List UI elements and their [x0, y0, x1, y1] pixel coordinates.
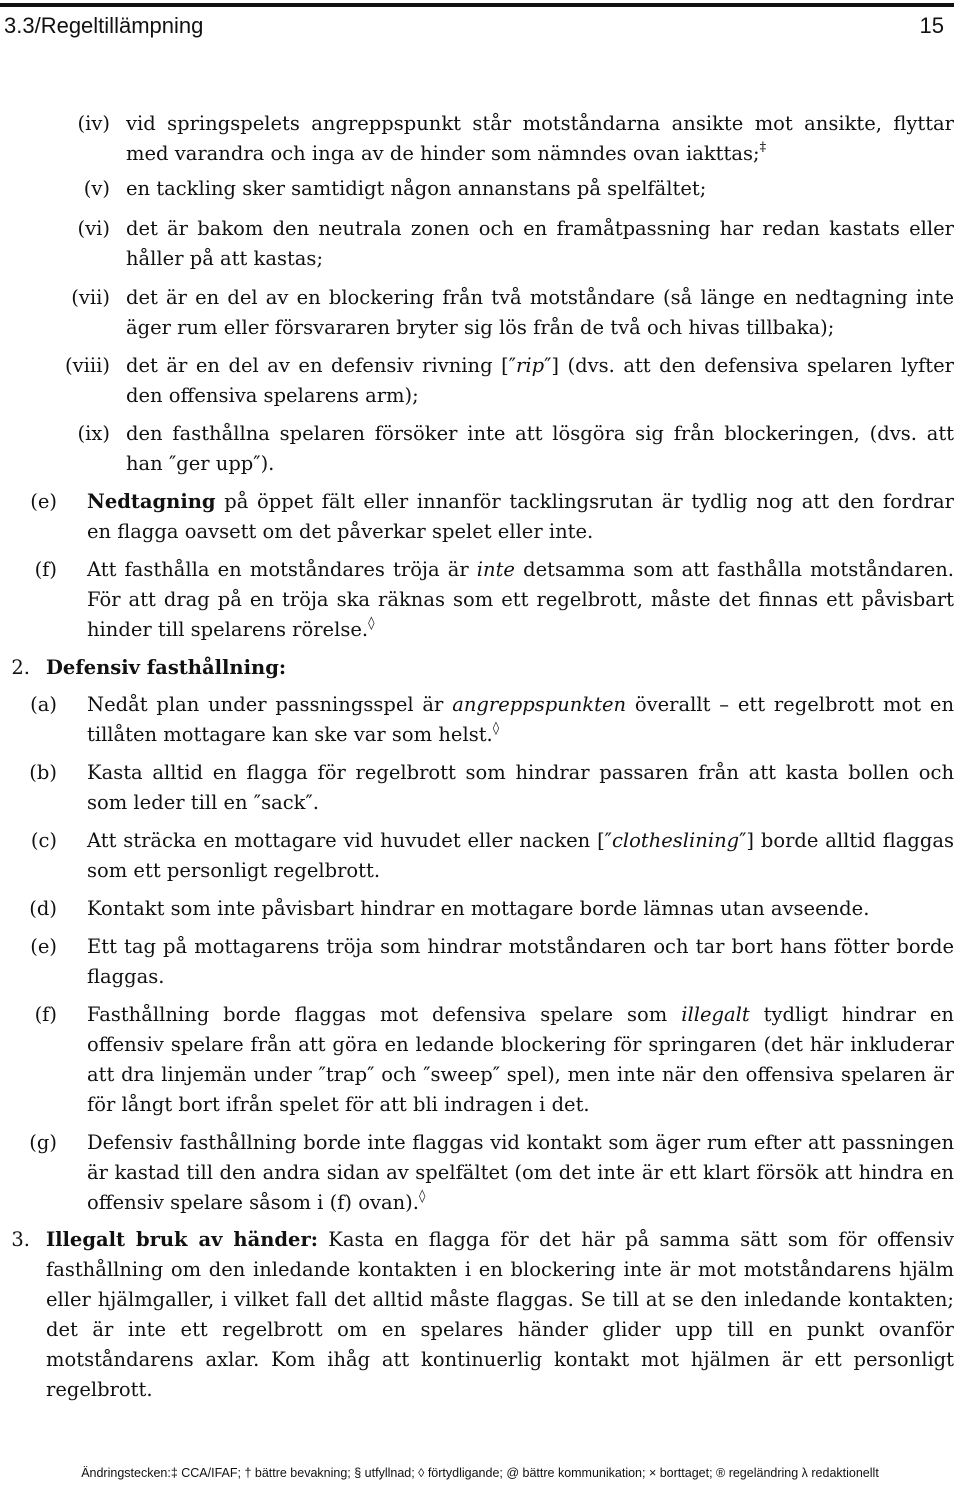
item-label: (c) [30, 829, 57, 852]
list-item [77, 214, 954, 274]
item-text-italic: clotheslining [611, 829, 740, 852]
list-item [83, 174, 954, 204]
section-paragraph [11, 1225, 954, 1405]
item-text: detsamma som att fasthålla motståndaren. För att drag på en tröja ska räknas som ett regelbrott, måste det finnas ett påvisbart hinder till spelarens rörelse. [87, 558, 954, 641]
item-label: (d) [29, 897, 57, 920]
item-text-italic: illegalt [681, 1003, 750, 1026]
item-text: Nedåt plan under passningsspel är [87, 693, 453, 716]
list-item [34, 555, 954, 645]
list-item [30, 826, 954, 886]
item-text: överallt – ett regelbrott mot en tillåten mottagare kan ske var som helst. [87, 693, 954, 746]
item-text: på öppet fält eller innanför tacklingsrutan är tydlig nog att den fordrar en flagga oavsett om det påverkar spelet eller inte. [87, 490, 954, 543]
list-item [65, 351, 954, 411]
item-text: den fasthållna spelaren försöker inte att lösgöra sig från blockeringen, (dvs. att han ″ger upp″). [126, 422, 954, 475]
list-item [30, 487, 954, 547]
list-item [71, 283, 954, 343]
header-rule [0, 3, 954, 7]
item-label: (viii) [65, 354, 110, 377]
item-text: Ett tag på mottagarens tröja som hindrar motståndaren och tar bort hans fötter borde flaggas. [87, 935, 954, 988]
item-label: 3. [11, 1228, 30, 1251]
page-header [0, 0, 960, 50]
list-item [30, 932, 954, 992]
item-label: (f) [34, 558, 57, 581]
list-item [29, 1128, 954, 1218]
item-text: det är bakom den neutrala zonen och en framåtpassning har redan kastats eller håller på att kastas; [126, 217, 954, 270]
change-legend-footer: Ändringstecken:‡ CCA/IFAF; † bättre bevakning; § utfyllnad; ◊ förtydligande; @ bättre kommunikation; × borttaget; ® regeländring λ redaktionellt [81, 1466, 879, 1480]
item-label: (ix) [77, 422, 110, 445]
section-title: 3.3/Regeltillämpning [4, 13, 204, 38]
item-bold-term: Nedtagning [87, 490, 216, 513]
item-text: Defensiv fasthållning borde inte flaggas vid kontakt som äger rum efter att passningen är kastad till den andra sidan av spelfältet (om det inte är ett klart försök att hindra en offensiv spelare såsom i (f) ovan). [87, 1131, 954, 1214]
change-mark: ◊ [492, 721, 500, 736]
item-text: Kasta en flagga för det här på samma sätt som för offensiv fasthållning om den inledande kontakten i en blockering inte är mot motståndarens hjälm eller hjälmgaller, i vilket fall det alltid måste flaggas. Se till at se den inledande kontakten; det är inte ett regelbrott om en spelares händer glider upp till en punkt ovanför motståndarens axlar. Kom ihåg att kontinuerlig kontakt mot hjälmen är ett personligt regelbrott. [46, 1228, 954, 1401]
item-text: Att fasthålla en motståndares tröja är [87, 558, 477, 581]
item-text: en tackling sker samtidigt någon annanstans på spelfältet; [126, 177, 707, 200]
item-text-italic: rip [516, 354, 545, 377]
item-label: (b) [29, 761, 57, 784]
item-text: ″] (dvs. att den defensiva spelaren lyfter den offensiva spelarens arm); [126, 354, 954, 407]
item-label: (f) [34, 1003, 57, 1026]
item-text: Fasthållning borde flaggas mot defensiva spelare som [87, 1003, 682, 1026]
page-number: 15 [919, 13, 944, 38]
section-heading [11, 653, 954, 683]
item-label: (e) [30, 935, 57, 958]
item-label: (a) [30, 693, 57, 716]
item-text: tydligt hindrar en offensiv spelare från att göra en ledande blockering för springaren (det här inkluderar att dra linjemän under ″trap″ och ″sweep″ spel), men inte när den offensiva spelaren är för långt bort ifrån spelet för att bli indragen i det. [87, 1003, 954, 1116]
item-label: (g) [29, 1131, 57, 1154]
list-item [77, 109, 954, 169]
item-text: Att sträcka en mottagare vid huvudet eller nacken [″ [87, 829, 612, 852]
list-item [30, 690, 954, 750]
change-mark: ◊ [419, 1189, 426, 1204]
item-text: vid springspelets angreppspunkt står motståndarna ansikte mot ansikte, flyttar med varandra och inga av de hinder som nämndes ovan iakttas; [126, 112, 954, 165]
list-item [77, 419, 954, 479]
item-label: (vii) [71, 286, 110, 309]
item-label: (e) [30, 490, 57, 513]
item-bold-term: Defensiv fasthållning: [46, 656, 287, 679]
item-text: Kasta alltid en flagga för regelbrott som hindrar passaren från att kasta bollen och som leder till en ″sack″. [87, 761, 954, 814]
item-label: 2. [11, 656, 30, 679]
item-text: Kontakt som inte påvisbart hindrar en mottagare borde lämnas utan avseende. [87, 897, 870, 920]
list-item [29, 758, 954, 818]
item-text: ″] borde alltid flaggas som ett personligt regelbrott. [87, 829, 954, 882]
list-item [34, 1000, 954, 1120]
item-text-italic: angreppspunkten [452, 693, 627, 716]
item-text: det är en del av en defensiv rivning [″ [126, 354, 517, 377]
item-label: (iv) [77, 112, 110, 135]
list-item [29, 894, 954, 924]
change-mark: ‡ [759, 140, 767, 155]
change-mark: ◊ [368, 616, 375, 631]
item-label: (v) [83, 177, 110, 200]
item-text: det är en del av en blockering från två motståndare (så länge en nedtagning inte äger rum eller försvararen bryter sig lös från de två och hivas tillbaka); [126, 286, 954, 339]
item-text-italic: inte [476, 558, 515, 581]
item-bold-term: Illegalt bruk av händer: [46, 1228, 318, 1251]
item-label: (vi) [77, 217, 110, 240]
